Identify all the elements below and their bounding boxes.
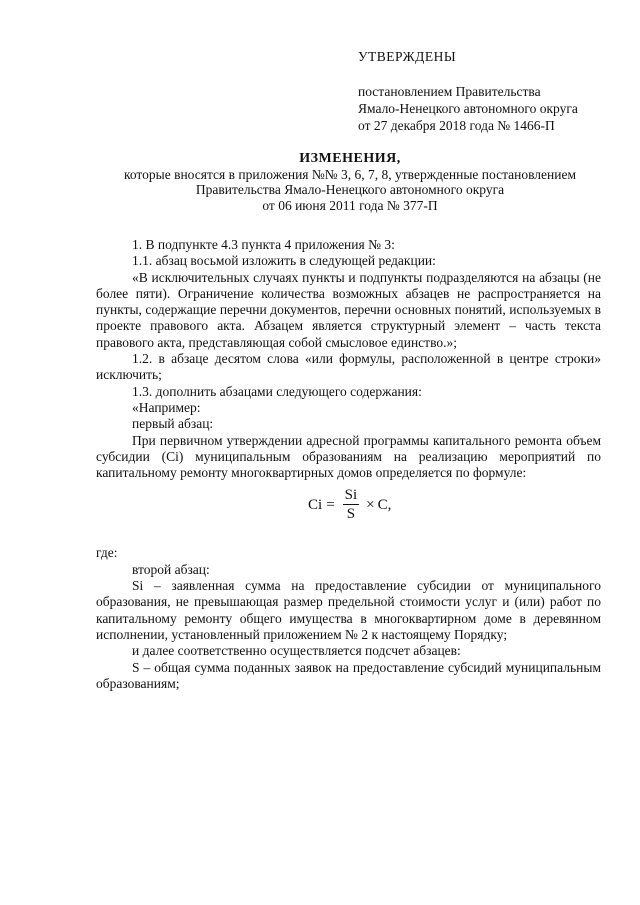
formula <box>96 483 601 529</box>
approval-line: постановлением Правительства <box>358 84 541 99</box>
formula-rhs: C, <box>377 497 392 514</box>
approval-line: Ямало-Ненецкого автономного округа <box>358 101 578 116</box>
paragraph: 1. В подпункте 4.3 пункта 4 приложения № 3: <box>132 237 395 252</box>
approval-block <box>358 48 618 134</box>
formula-numerator: Si <box>344 487 358 504</box>
paragraph: 1.2. в абзаце десятом слова «или формулы, расположенной в центре строки» исключить; <box>96 351 601 383</box>
approval-line: от 27 декабря 2018 года № 1466-П <box>358 118 555 133</box>
paragraph: первый абзац: <box>132 416 214 432</box>
formula-expression <box>308 487 391 523</box>
paragraph: 1.3. дополнить абзацами следующего содержания: <box>132 383 422 399</box>
formula-lhs: Ci <box>308 497 323 514</box>
formula-fraction <box>343 487 360 523</box>
heading-line: от 06 июня 2011 года № 377-П <box>262 197 438 213</box>
paragraph: Si – заявленная сумма на предоставление субсидии от муниципального образования, не превышающая размер предельной стоимости услуг и (или) работ по капитальному ремонту общего имущества в многоквартирном доме в деревянном исполнении, установленный приложением № 2 к настоящему Порядку; <box>96 578 601 642</box>
formula-equals: = <box>326 497 335 514</box>
paragraph: второй абзац: <box>132 561 210 577</box>
document-heading <box>90 151 610 213</box>
paragraph: и далее соответственно осуществляется подсчет абзацев: <box>132 643 461 659</box>
approval-title: УТВЕРЖДЕНЫ <box>358 49 457 64</box>
heading-line: которые вносятся в приложения №№ 3, 6, 7, 8, утвержденные постановлением <box>123 166 577 182</box>
paragraph: «В исключительных случаях пункты и подпункты подразделяются на абзацы (не более пяти). Ограничение количества возможных абзацев не распространяется на пункты, содержащие перечни документов, перечни основных понятий, используемых в проекте правового акта. Абзацем является структурный элемент – часть текста правового акта, представляющая собой смысловое единство.»; <box>96 269 601 350</box>
document-title: ИЗМЕНЕНИЯ, <box>299 151 401 166</box>
document-body <box>96 237 601 692</box>
paragraph: где: <box>96 545 118 561</box>
paragraph: При первичном утверждении адресной программы капитального ремонта объем субсидии (Ci) муниципальным образованиям на реализацию мероприятий по капитальному ремонту многоквартирных домов определяется по формуле: <box>96 432 601 481</box>
paragraph: 1.1. абзац восьмой изложить в следующей редакции: <box>132 253 436 269</box>
paragraph: S – общая сумма поданных заявок на предоставление субсидий муниципальным образованиям; <box>96 659 601 691</box>
heading-line: Правительства Ямало-Ненецкого автономного округа <box>195 182 505 197</box>
formula-times: × <box>366 497 375 514</box>
formula-denominator: S <box>346 506 356 523</box>
paragraph: «Например: <box>132 399 201 415</box>
